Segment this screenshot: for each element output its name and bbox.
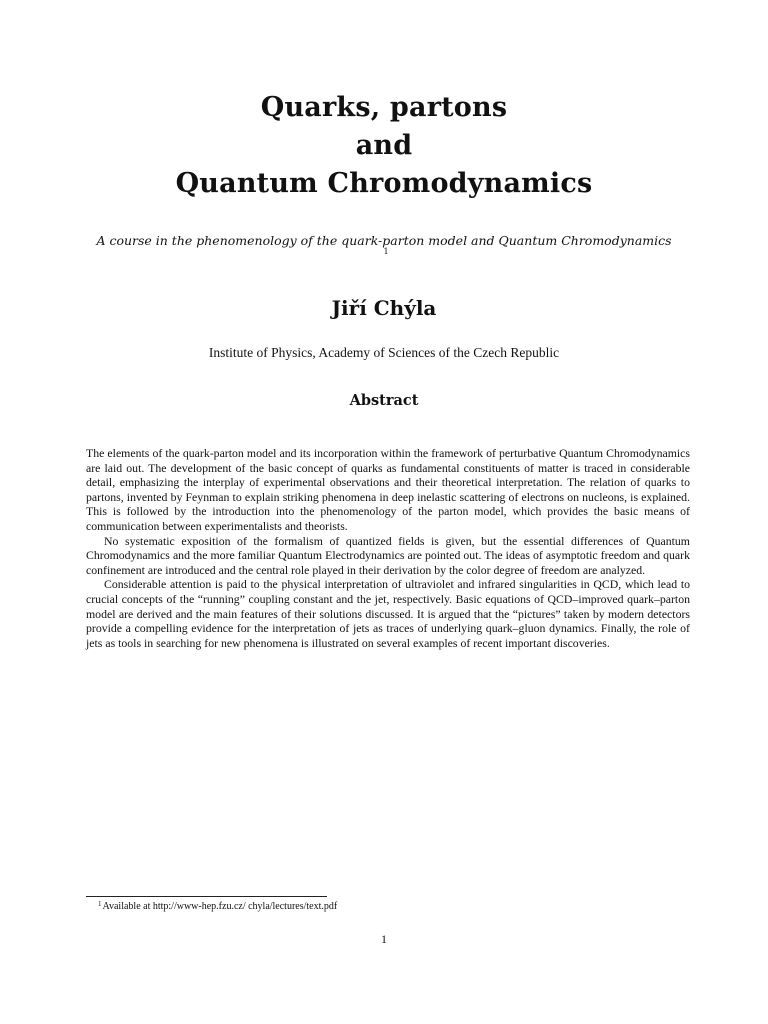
footnote-mark: 1 xyxy=(98,900,102,908)
author-name: Jiří Chýla xyxy=(331,296,437,320)
abstract-paragraph: Considerable attention is paid to the physical interpretation of ultraviolet and infrared singularities in QCD, which lead to crucial concepts of the “running” coupling constant and the jet, respectively. Basic equations of QCD–improved quark–parton model are derived and the main features of their solutions discussed. It is argued that the “pictures” taken by modern detectors provide a compelling evidence for the interpretation of jets as traces of underlying quark–gluon dynamics. Finally, the role of jets as tools in searching for new phenomena is illustrated on several examples of recent important discoveries. xyxy=(86,577,690,650)
title-line-1: Quarks, partons xyxy=(260,92,508,123)
footnote-rule xyxy=(86,896,327,897)
author-affiliation: Institute of Physics, Academy of Sciences of the Czech Republic xyxy=(208,345,560,360)
footnote-text: Available at http://www-hep.fzu.cz/ chyla/lectures/text.pdf xyxy=(102,901,338,912)
title-line-2: and xyxy=(355,130,413,161)
abstract-body xyxy=(86,446,690,650)
subtitle: A course in the phenomenology of the quark-parton model and Quantum Chromodynamics xyxy=(96,233,672,248)
page-number: 1 xyxy=(381,932,387,946)
footnote xyxy=(98,898,658,913)
abstract-heading: Abstract xyxy=(349,392,419,409)
abstract-paragraph: The elements of the quark-parton model and its incorporation within the framework of perturbative Quantum Chromodynamics are laid out. The development of the basic concept of quarks as fundamental constituents of matter is traced in considerable detail, emphasizing the interplay of experimental observations and their theoretical interpretation. The relation of quarks to partons, invented by Feynman to explain striking phenomena in deep inelastic scattering of electrons on nucleons, is explained. This is followed by the introduction into the phenomenology of the parton model, which provides the basic means of communication between experimentalists and theorists. xyxy=(86,446,690,533)
subtitle-footnote-mark: 1 xyxy=(383,247,389,256)
title-line-3: Quantum Chromodynamics xyxy=(175,168,593,199)
abstract-paragraph: No systematic exposition of the formalism of quantized fields is given, but the essential differences of Quantum Chromodynamics and the more familiar Quantum Electrodynamics are pointed out. The ideas of asymptotic freedom and quark confinement are introduced and the central role played in their derivation by the color degree of freedom are analyzed. xyxy=(86,533,690,577)
